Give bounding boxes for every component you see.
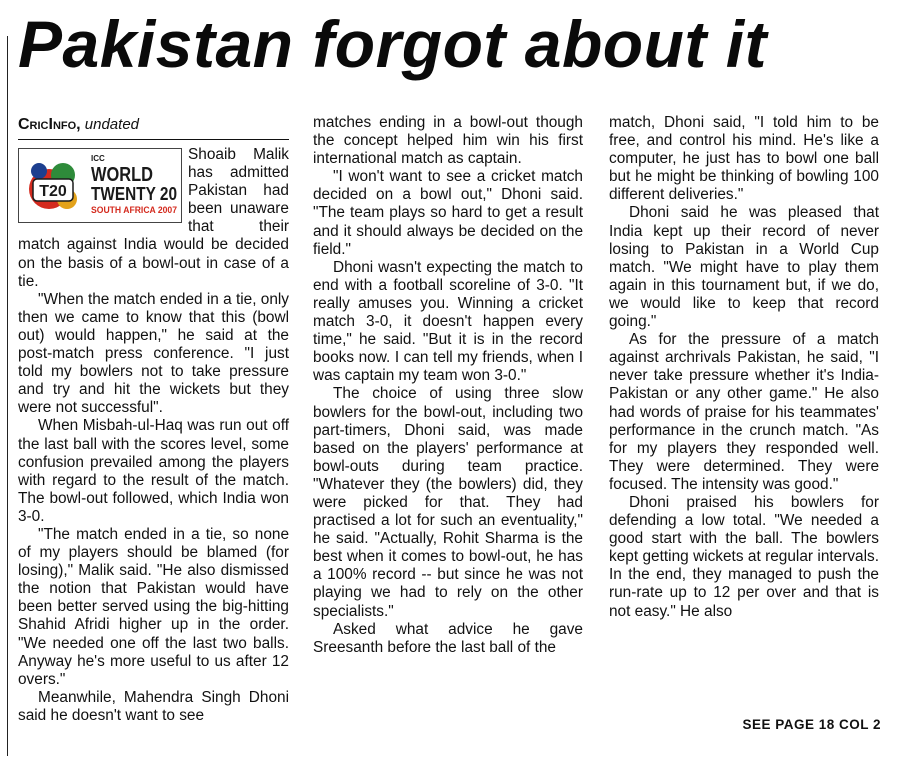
world-twenty20-logo-graphic [19, 149, 181, 222]
logo-world: WORLD [91, 164, 153, 186]
headline: Pakistan forgot about it [18, 7, 768, 81]
col2-paragraph: "I won't want to see a cricket match decided on a bowl out," Dhoni said. "The team plays so hard to get a result and it should always be decided on the field." [313, 168, 583, 258]
col3-paragraph: Dhoni praised his bowlers for defending a low total. "We needed a good start with the ball. The bowlers kept getting wickets at regular intervals. In the end, they managed to push the run-rate up to 12 per over and that is not easy." He also [609, 493, 879, 620]
logo-blue-swirl [31, 163, 47, 179]
col2-paragraph: The choice of using three slow bowlers for the bowl-out, including two part-timers, Dhoni said, was made based on the players' performance at bowl-outs during team practice. "Whatever they (the bowlers) did, they were picked for that. They had practised a lot for such an eventuality," he said. "Actually, Rohit Sharma is the best when it comes to bowl-out, he has a 100% record -- but since he was not playing we had to rely on the other specialists." [313, 385, 583, 620]
col1-paragraph: When Misbah-ul-Haq was run out off the last ball with the scores level, some confusion prevailed among the players with regard to the result of the match. The bowl-out followed, which India won 3-0. [18, 417, 289, 525]
col1-paragraph: Shoaib Malik has admitted Pakistan had been unaware that their match against India would be decided on the basis of a bowl-out in case of a tie. [18, 146, 289, 290]
col2-paragraph: Dhoni wasn't expecting the match to end with a football scoreline of 3-0. "It really amuses you. Winning a cricket match 3-0, it doesn't happen every time," he said. "But it is in the record books now. I can tell my friends, when I was captain my team won 3-0." [313, 258, 583, 385]
logo-badge-text: T20 [39, 183, 67, 200]
article-column-1 [18, 114, 289, 725]
byline [18, 116, 289, 140]
world-twenty20-logo [18, 148, 182, 223]
logo-twenty20: TWENTY 20 [91, 184, 177, 204]
col3-paragraph: Dhoni said he was pleased that India kept up their record of never losing to Pakistan in a World Cup match. "We might have to play them again in this tournament but, if we do, we would like to keep that record going." [609, 204, 879, 331]
col1-paragraph: "The match ended in a tie, so none of my players should be blamed (for losing)," Malik said. "He also dismissed the notion that Pakistan would have been better served using the big-hitting Shahid Afridi higher up in the order. "We needed one off the last two balls. Anyway he's more useful to us after 12 overs." [18, 525, 289, 688]
logo-icc: ICC [91, 154, 105, 163]
col1-paragraph: "When the match ended in a tie, only then we came to know that this (bowl out) would happen," he said at the post-match press conference. "I just told my bowlers not to take pressure and try and hit the wickets but they were not successful". [18, 290, 290, 417]
byline-source: CricInfo, [18, 116, 81, 133]
article-column-3 [609, 114, 879, 621]
left-column-rule [7, 36, 8, 756]
continuation-note: SEE PAGE 18 COL 2 [742, 717, 881, 732]
article-column-2 [313, 114, 583, 657]
col2-paragraph: Asked what advice he gave Sreesanth before the last ball of the [313, 620, 583, 656]
byline-date: undated [84, 116, 140, 133]
col2-paragraph: matches ending in a bowl-out though the concept helped him win his first international match as captain. [313, 114, 583, 168]
col3-paragraph: match, Dhoni said, "I told him to be free, and control his mind. He's like a computer, he just has to bowl one ball but he might be thinking of bowling 100 different deliveries." [609, 114, 879, 204]
col1-paragraph: Meanwhile, Mahendra Singh Dhoni said he doesn't want to see [18, 688, 289, 724]
col3-paragraph: As for the pressure of a match against archrivals Pakistan, he said, "I never take pressure whether it's India-Pakistan or any other game." He also had words of praise for his teammates' performance in the crunch match. "As for my players they responded well. They were determined. They were focused. The intensity was good." [609, 331, 879, 493]
logo-south-africa: SOUTH AFRICA 2007 [91, 205, 177, 215]
